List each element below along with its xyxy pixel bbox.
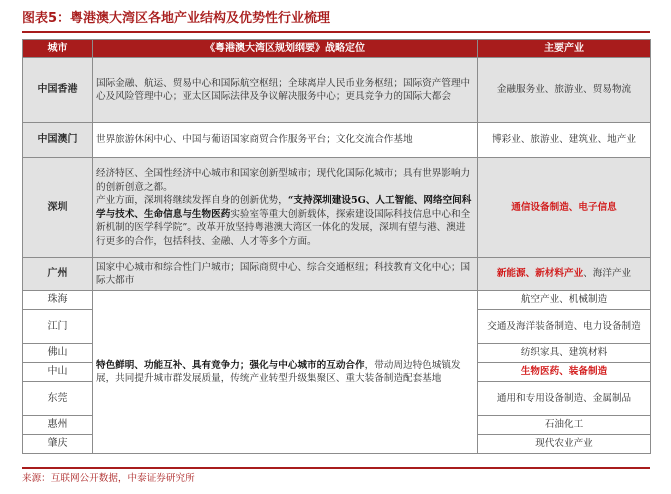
header-city: 城市: [23, 40, 93, 58]
positioning-shenzhen-b: 产业方面，深圳将继续发挥自身的创新优势，: [96, 195, 288, 206]
industries-shenzhen: [478, 158, 651, 258]
industries-shenzhen-highlight: 通信设备制造、电子信息: [511, 201, 617, 213]
positioning-other-highlight: 特色鲜明、功能互补、具有竞争力；强化与中心城市的互动合作: [96, 359, 365, 371]
industries-guangzhou-rest: 、海洋产业: [583, 268, 632, 280]
industries-zhongshan: [478, 363, 651, 382]
city-shenzhen: 深圳: [23, 158, 93, 258]
industries-zhuhai: 航空产业、机械制造: [478, 291, 651, 310]
city-guangzhou: 广州: [23, 258, 93, 291]
industries-huizhou: 石油化工: [478, 416, 651, 435]
city-foshan: 佛山: [23, 344, 93, 363]
table-row-macau: [23, 123, 651, 158]
table-row-shenzhen: [23, 158, 651, 258]
figure-title: 图表5：粤港澳大湾区各地产业结构及优势性行业梳理: [22, 11, 331, 26]
positioning-other-rest: ，带动周边特色城镇发展，共同提升城市群发展质量，传统产业转型升级集聚区、重大装备制造配套基地: [96, 359, 461, 384]
table-row-hongkong: [23, 58, 651, 123]
industries-guangzhou-highlight: 新能源、新材料产业: [496, 268, 584, 280]
industries-hongkong: 金融服务业、旅游业、贸易物流: [478, 58, 651, 123]
positioning-other-cities: [93, 291, 478, 454]
positioning-shenzhen-a: 经济特区、全国性经济中心城市和国家创新型城市；现代化国际化城市；具有世界影响力的创新创意之都。: [96, 168, 471, 193]
industry-table: [22, 39, 651, 454]
industries-zhongshan-highlight: 生物医药、装备制造: [520, 366, 608, 378]
positioning-guangzhou: 国家中心城市和综合性门户城市；国际商贸中心、综合交通枢纽；科技教育文化中心；国际大都市: [93, 258, 478, 291]
source-note: 来源：互联网公开数据，中泰证券研究所: [22, 473, 195, 484]
industries-jiangmen: 交通及海洋装备制造、电力设备制造: [478, 310, 651, 344]
positioning-shenzhen: [93, 158, 478, 258]
city-zhuhai: 珠海: [23, 291, 93, 310]
positioning-hongkong: 国际金融、航运、贸易中心和国际航空枢纽；全球离岸人民币业务枢纽；国际资产管理中心及风险管理中心；亚太区国际法律及争议解决服务中心；更具竞争力的国际大都会: [93, 58, 478, 123]
table-row-zhuhai: [23, 291, 651, 310]
industries-dongguan: 通用和专用设备制造、金属制品: [478, 382, 651, 416]
table-row-guangzhou: [23, 258, 651, 291]
table-header-row: [23, 40, 651, 58]
header-industries: 主要产业: [478, 40, 651, 58]
city-huizhou: 惠州: [23, 416, 93, 435]
positioning-shenzhen-d: 实验室等重大创新载体，探索建设国际科技信息中心和全新机制的医学科学院”。改革开放坚持粤港澳大湾区一体化的发展，深圳有望与港、澳进行更多的合作，包括科技、金融、人才等多个方面。: [96, 208, 471, 247]
industries-guangzhou: [478, 258, 651, 291]
city-hongkong: 中国香港: [23, 58, 93, 123]
industries-foshan: 纺织家具、建筑材料: [478, 344, 651, 363]
city-zhongshan: 中山: [23, 363, 93, 382]
industries-macau: 博彩业、旅游业、建筑业、地产业: [478, 123, 651, 158]
industries-zhaoqing: 现代农业产业: [478, 435, 651, 454]
footer-divider: [22, 467, 650, 469]
positioning-macau: 世界旅游休闲中心、中国与葡语国家商贸合作服务平台；文化交流合作基地: [93, 123, 478, 158]
city-zhaoqing: 肇庆: [23, 435, 93, 454]
city-jiangmen: 江门: [23, 310, 93, 344]
city-macau: 中国澳门: [23, 123, 93, 158]
positioning-shenzhen-highlight: “支持深圳建设5G、人工智能、网络空间科学与技术、生命信息与生物医药: [96, 195, 472, 220]
header-positioning: 《粤港澳大湾区规划纲要》战略定位: [93, 40, 478, 58]
title-divider: [22, 31, 650, 33]
city-dongguan: 东莞: [23, 382, 93, 416]
